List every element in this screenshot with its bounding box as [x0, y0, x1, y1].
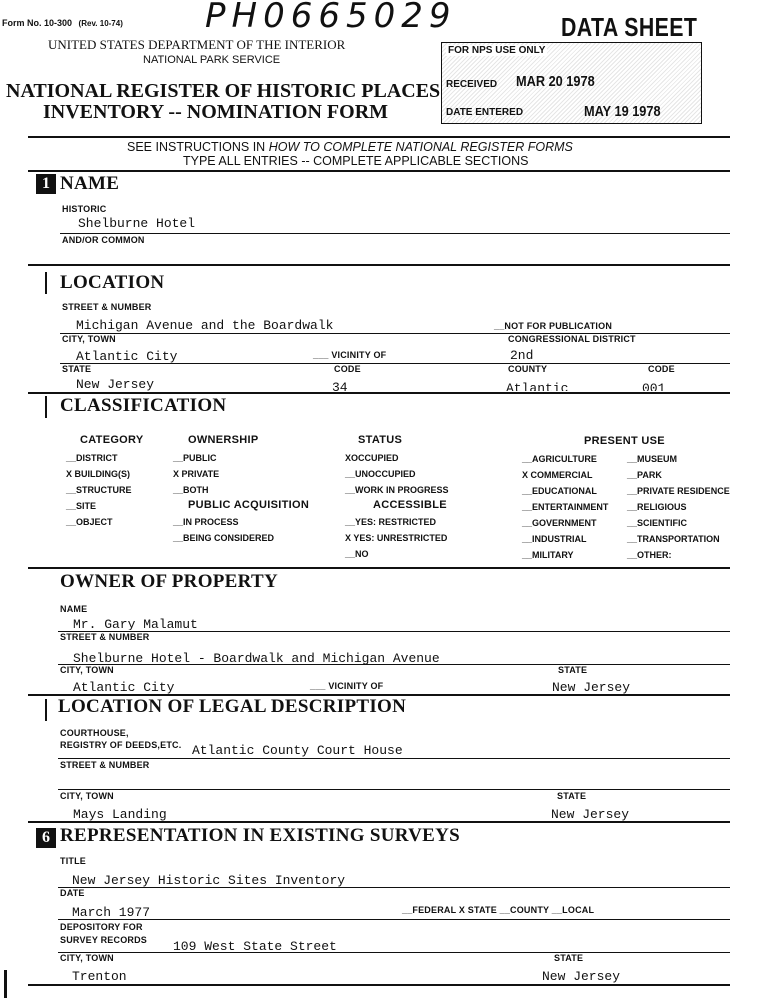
ownership-option: __PUBLIC: [173, 453, 217, 463]
location-county-code-value: 001: [642, 381, 666, 391]
location-city-underline: [60, 363, 730, 364]
legal-city-label: CITY, TOWN: [60, 791, 114, 801]
instructions-line-1: [127, 140, 573, 154]
section-surveys-title: REPRESENTATION IN EXISTING SURVEYS: [60, 825, 461, 846]
received-label: RECEIVED: [446, 79, 498, 90]
instructions-title: HOW TO COMPLETE NATIONAL REGISTER FORMS: [268, 140, 573, 154]
depository-label-1: DEPOSITORY FOR: [60, 922, 143, 932]
accessible-option: X YES: UNRESTRICTED: [345, 533, 448, 543]
legal-state-value: New Jersey: [551, 807, 630, 822]
legal-street-underline: [58, 789, 730, 790]
ownership-heading: OWNERSHIP: [188, 434, 259, 446]
present-use-option: __ENTERTAINMENT: [522, 502, 609, 512]
present-use-option: X COMMERCIAL: [522, 470, 593, 480]
status-option: __UNOCCUPIED: [345, 469, 416, 479]
accessible-option: __YES: RESTRICTED: [345, 517, 437, 527]
courthouse-underline: [58, 758, 730, 759]
legal-city-value: Mays Landing: [73, 807, 167, 822]
survey-title-underline: [58, 887, 730, 888]
common-name-label: AND/OR COMMON: [62, 235, 145, 245]
category-option: __OBJECT: [66, 517, 113, 527]
legal-state-label: STATE: [557, 791, 587, 801]
courthouse-value: Atlantic County Court House: [192, 743, 403, 758]
location-vicinity: ___ VICINITY OF: [313, 350, 387, 360]
location-county-code-label: CODE: [648, 364, 675, 374]
ownership-option: X PRIVATE: [173, 469, 220, 479]
category-option: __DISTRICT: [66, 453, 118, 463]
survey-title-value: New Jersey Historic Sites Inventory: [72, 873, 346, 888]
accessible-heading: ACCESSIBLE: [373, 499, 447, 511]
form-title-line-1: NATIONAL REGISTER OF HISTORIC PLACES: [6, 80, 441, 102]
present-use-option: __MILITARY: [522, 550, 574, 560]
section-1-badge: 1: [36, 174, 56, 194]
registry-label: REGISTRY OF DEEDS,ETC.: [60, 740, 182, 750]
survey-title-label: TITLE: [60, 856, 86, 866]
survey-levels: __FEDERAL X STATE __COUNTY __LOCAL: [402, 905, 595, 915]
location-street-label: STREET & NUMBER: [62, 302, 152, 312]
owner-street-value: Shelburne Hotel - Boardwalk and Michigan Avenue: [73, 651, 440, 664]
section-6-badge: 6: [36, 828, 56, 848]
acquisition-option: __IN PROCESS: [173, 517, 239, 527]
accessible-option: __NO: [345, 549, 369, 559]
section-legal-title: LOCATION OF LEGAL DESCRIPTION: [58, 696, 407, 717]
historic-name-value: Shelburne Hotel: [78, 216, 196, 231]
date-entered-label: DATE ENTERED: [446, 107, 524, 118]
survey-city-value: Trenton: [72, 969, 127, 984]
present-use-option: __RELIGIOUS: [627, 502, 687, 512]
location-state-code-label: CODE: [334, 364, 361, 374]
present-use-option: __EDUCATIONAL: [522, 486, 597, 496]
depository-underline: [58, 952, 730, 953]
name-section-bottom: [28, 264, 730, 266]
historic-underline: [60, 233, 730, 234]
present-use-option: __SCIENTIFIC: [627, 518, 688, 528]
owner-name-value: Mr. Gary Malamut: [73, 617, 198, 630]
form-revision: (Rev. 10-74): [78, 19, 123, 28]
ownership-option: __BOTH: [173, 485, 209, 495]
public-acquisition-heading: PUBLIC ACQUISITION: [188, 499, 310, 511]
category-option: __STRUCTURE: [66, 485, 132, 495]
section-location-title: LOCATION: [60, 272, 165, 293]
instructions-line-2: TYPE ALL ENTRIES -- COMPLETE APPLICABLE SECTIONS: [183, 154, 529, 168]
survey-date-value: March 1977: [72, 905, 151, 920]
owner-city-label: CITY, TOWN: [60, 665, 114, 675]
present-use-option: __INDUSTRIAL: [522, 534, 587, 544]
depository-label-2: SURVEY RECORDS: [60, 935, 147, 945]
owner-street-label: STREET & NUMBER: [60, 632, 150, 642]
survey-state-value: New Jersey: [542, 969, 621, 984]
agency-line-1: UNITED STATES DEPARTMENT OF THE INTERIOR: [48, 37, 346, 52]
present-use-option: __PRIVATE RESIDENCE: [627, 486, 730, 496]
survey-city-label: CITY, TOWN: [60, 953, 114, 963]
instructions-text: SEE INSTRUCTIONS IN: [127, 140, 269, 154]
status-heading: STATUS: [358, 434, 403, 446]
congressional-district-label: CONGRESSIONAL DISTRICT: [508, 334, 636, 344]
form-number-text: Form No. 10-300: [2, 18, 73, 28]
location-section-bottom: [28, 392, 730, 394]
legal-section-bottom: [28, 821, 730, 823]
owner-name-label: NAME: [60, 604, 88, 614]
section-2-marker: [45, 272, 47, 294]
location-street-value: Michigan Avenue and the Boardwalk: [76, 318, 334, 333]
present-use-option: __TRANSPORTATION: [627, 534, 720, 544]
owner-city-value: Atlantic City: [73, 680, 175, 695]
location-city-label: CITY, TOWN: [62, 334, 116, 344]
courthouse-label: COURTHOUSE,: [60, 728, 129, 738]
form-title-line-2: INVENTORY -- NOMINATION FORM: [43, 101, 389, 123]
section-classification-title: CLASSIFICATION: [60, 395, 227, 416]
section-name-title: NAME: [60, 173, 120, 194]
acquisition-option: __BEING CONSIDERED: [173, 533, 275, 543]
category-option: X BUILDING(S): [66, 469, 130, 479]
legal-street-label: STREET & NUMBER: [60, 760, 150, 770]
present-use-heading: PRESENT USE: [584, 435, 665, 447]
classification-section-bottom: [28, 567, 730, 569]
historic-label: HISTORIC: [62, 204, 107, 214]
location-state-label: STATE: [62, 364, 92, 374]
congressional-district-value: 2nd: [510, 348, 534, 363]
status-option: __WORK IN PROGRESS: [345, 485, 449, 495]
owner-name-underline: [58, 631, 730, 632]
owner-state-label: STATE: [558, 665, 588, 675]
handwritten-id: PH0665029: [205, 0, 457, 36]
survey-date-label: DATE: [60, 888, 85, 898]
nps-box-title: FOR NPS USE ONLY: [448, 45, 546, 56]
not-for-publication: __NOT FOR PUBLICATION: [494, 321, 613, 331]
received-stamp: MAR 20 1978: [516, 73, 595, 90]
survey-state-label: STATE: [554, 953, 584, 963]
data-sheet-label: DATA SHEET: [561, 12, 698, 42]
status-option: XOCCUPIED: [345, 453, 399, 463]
present-use-option: __GOVERNMENT: [522, 518, 597, 528]
location-county-value: Atlantic: [506, 381, 569, 391]
owner-state-value: New Jersey: [552, 680, 631, 695]
form-number: [2, 18, 123, 28]
page-edge-mark: [4, 970, 7, 998]
owner-vicinity: ___ VICINITY OF: [310, 681, 384, 691]
category-option: __SITE: [66, 501, 97, 511]
owner-street-underline: [58, 664, 730, 665]
location-city-value: Atlantic City: [76, 349, 178, 364]
date-entered-stamp: MAY 19 1978: [584, 103, 661, 120]
present-use-option: __AGRICULTURE: [522, 454, 597, 464]
present-use-option: __OTHER:: [627, 550, 672, 560]
location-state-value: New Jersey: [76, 377, 155, 392]
section-3-marker: [45, 396, 47, 418]
location-state-code-value: 34: [332, 380, 348, 395]
depository-value: 109 West State Street: [173, 939, 337, 952]
present-use-option: __PARK: [627, 470, 662, 480]
present-use-option: __MUSEUM: [627, 454, 678, 464]
section-owner-title: OWNER OF PROPERTY: [60, 571, 279, 592]
surveys-section-bottom: [28, 984, 730, 986]
section-5-marker: [45, 699, 47, 721]
instructions-divider: [28, 170, 730, 172]
header-divider: [28, 136, 730, 138]
nps-use-box: [441, 42, 702, 124]
agency-line-2: NATIONAL PARK SERVICE: [143, 54, 281, 66]
location-county-label: COUNTY: [508, 364, 548, 374]
survey-date-underline: [58, 919, 730, 920]
category-heading: CATEGORY: [80, 434, 144, 446]
